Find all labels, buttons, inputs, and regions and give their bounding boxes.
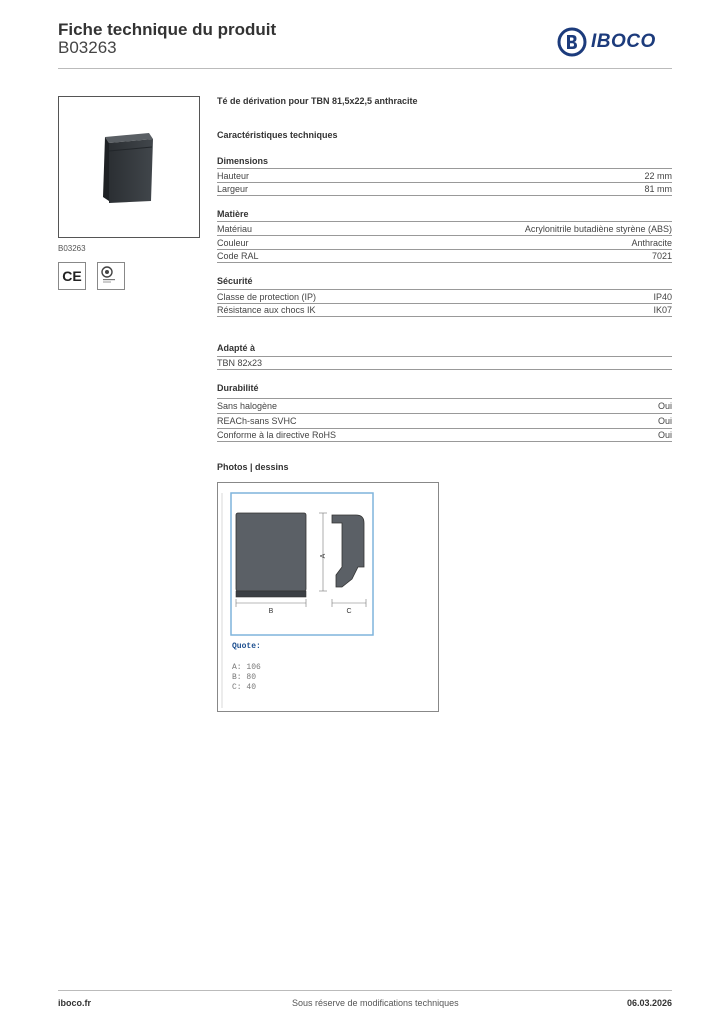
spec-row [217,168,672,182]
ce-mark-icon: CE [58,262,86,290]
spec-row [217,235,672,249]
footer-site: iboco.fr [58,998,91,1008]
specs-title: Caractéristiques techniques [217,130,338,140]
spec-row [217,249,672,263]
page-title: Fiche technique du produit [58,20,277,39]
spec-label: Hauteur [217,170,250,181]
spec-row [217,303,672,317]
section-title-durabilite: Durabilité [217,383,259,393]
product-photo-image [59,97,199,237]
header-divider [58,68,672,69]
iboco-logo-icon [557,27,587,57]
spec-label: Résistance aux chocs IK [217,305,316,315]
spec-value: IP40 [653,291,672,302]
quote-title: Quote: [232,642,261,651]
spec-value: Oui [657,430,672,440]
spec-row [217,356,672,370]
certification-badge-icon [97,262,125,290]
footer-notice: Sous réserve de modifications techniques [292,998,459,1008]
section-title-matiere: Matière [217,209,249,219]
footer-date: 06.03.2026 [626,998,672,1008]
dimension-drawing-image [218,483,438,711]
thumbnail-code: B03263 [58,244,86,253]
spec-value: Oui [657,415,672,426]
spec-label: TBN 82x23 [217,358,263,368]
product-name: Té de dérivation pour TBN 81,5x22,5 anthracite [217,96,418,106]
spec-value: IK07 [653,305,672,315]
quote-c: C: 40 [232,683,257,692]
spec-label: Classe de protection (IP) [217,291,317,302]
brand-name: IBOCO [591,31,656,52]
spec-label: Conforme à la directive RoHS [217,430,337,440]
technical-drawing [217,482,439,712]
spec-label: REACh-sans SVHC [217,415,297,426]
spec-value: 7021 [651,251,672,261]
spec-label: Sans halogène [217,400,278,411]
brand-logo [557,27,656,57]
spec-value: 81 mm [644,184,672,194]
footer-divider [58,990,672,991]
spec-row [217,221,672,235]
spec-row [217,289,672,303]
dim-label-b: B [268,608,274,615]
spec-label: Largeur [217,184,249,194]
quote-a: A: 106 [232,663,261,672]
spec-row [217,413,672,427]
section-title-securite: Sécurité [217,276,253,286]
spec-row [217,398,672,412]
spec-value: Anthracite [631,237,672,248]
product-thumbnail [58,96,200,238]
product-code: B03263 [58,38,117,57]
spec-label: Matériau [217,223,253,234]
section-title-adapte: Adapté à [217,343,256,353]
section-title-photos: Photos | dessins [217,462,289,472]
spec-value: 22 mm [644,170,672,181]
spec-value: Oui [657,400,672,411]
dim-label-a: A [320,553,327,559]
spec-label: Couleur [217,237,249,248]
dim-label-c: C [346,608,352,615]
quote-b: B: 80 [232,673,257,682]
spec-label: Code RAL [217,251,259,261]
spec-row [217,428,672,442]
spec-row [217,182,672,196]
spec-value: Acrylonitrile butadiène styrène (ABS) [524,223,672,234]
section-title-dimensions: Dimensions [217,156,269,166]
